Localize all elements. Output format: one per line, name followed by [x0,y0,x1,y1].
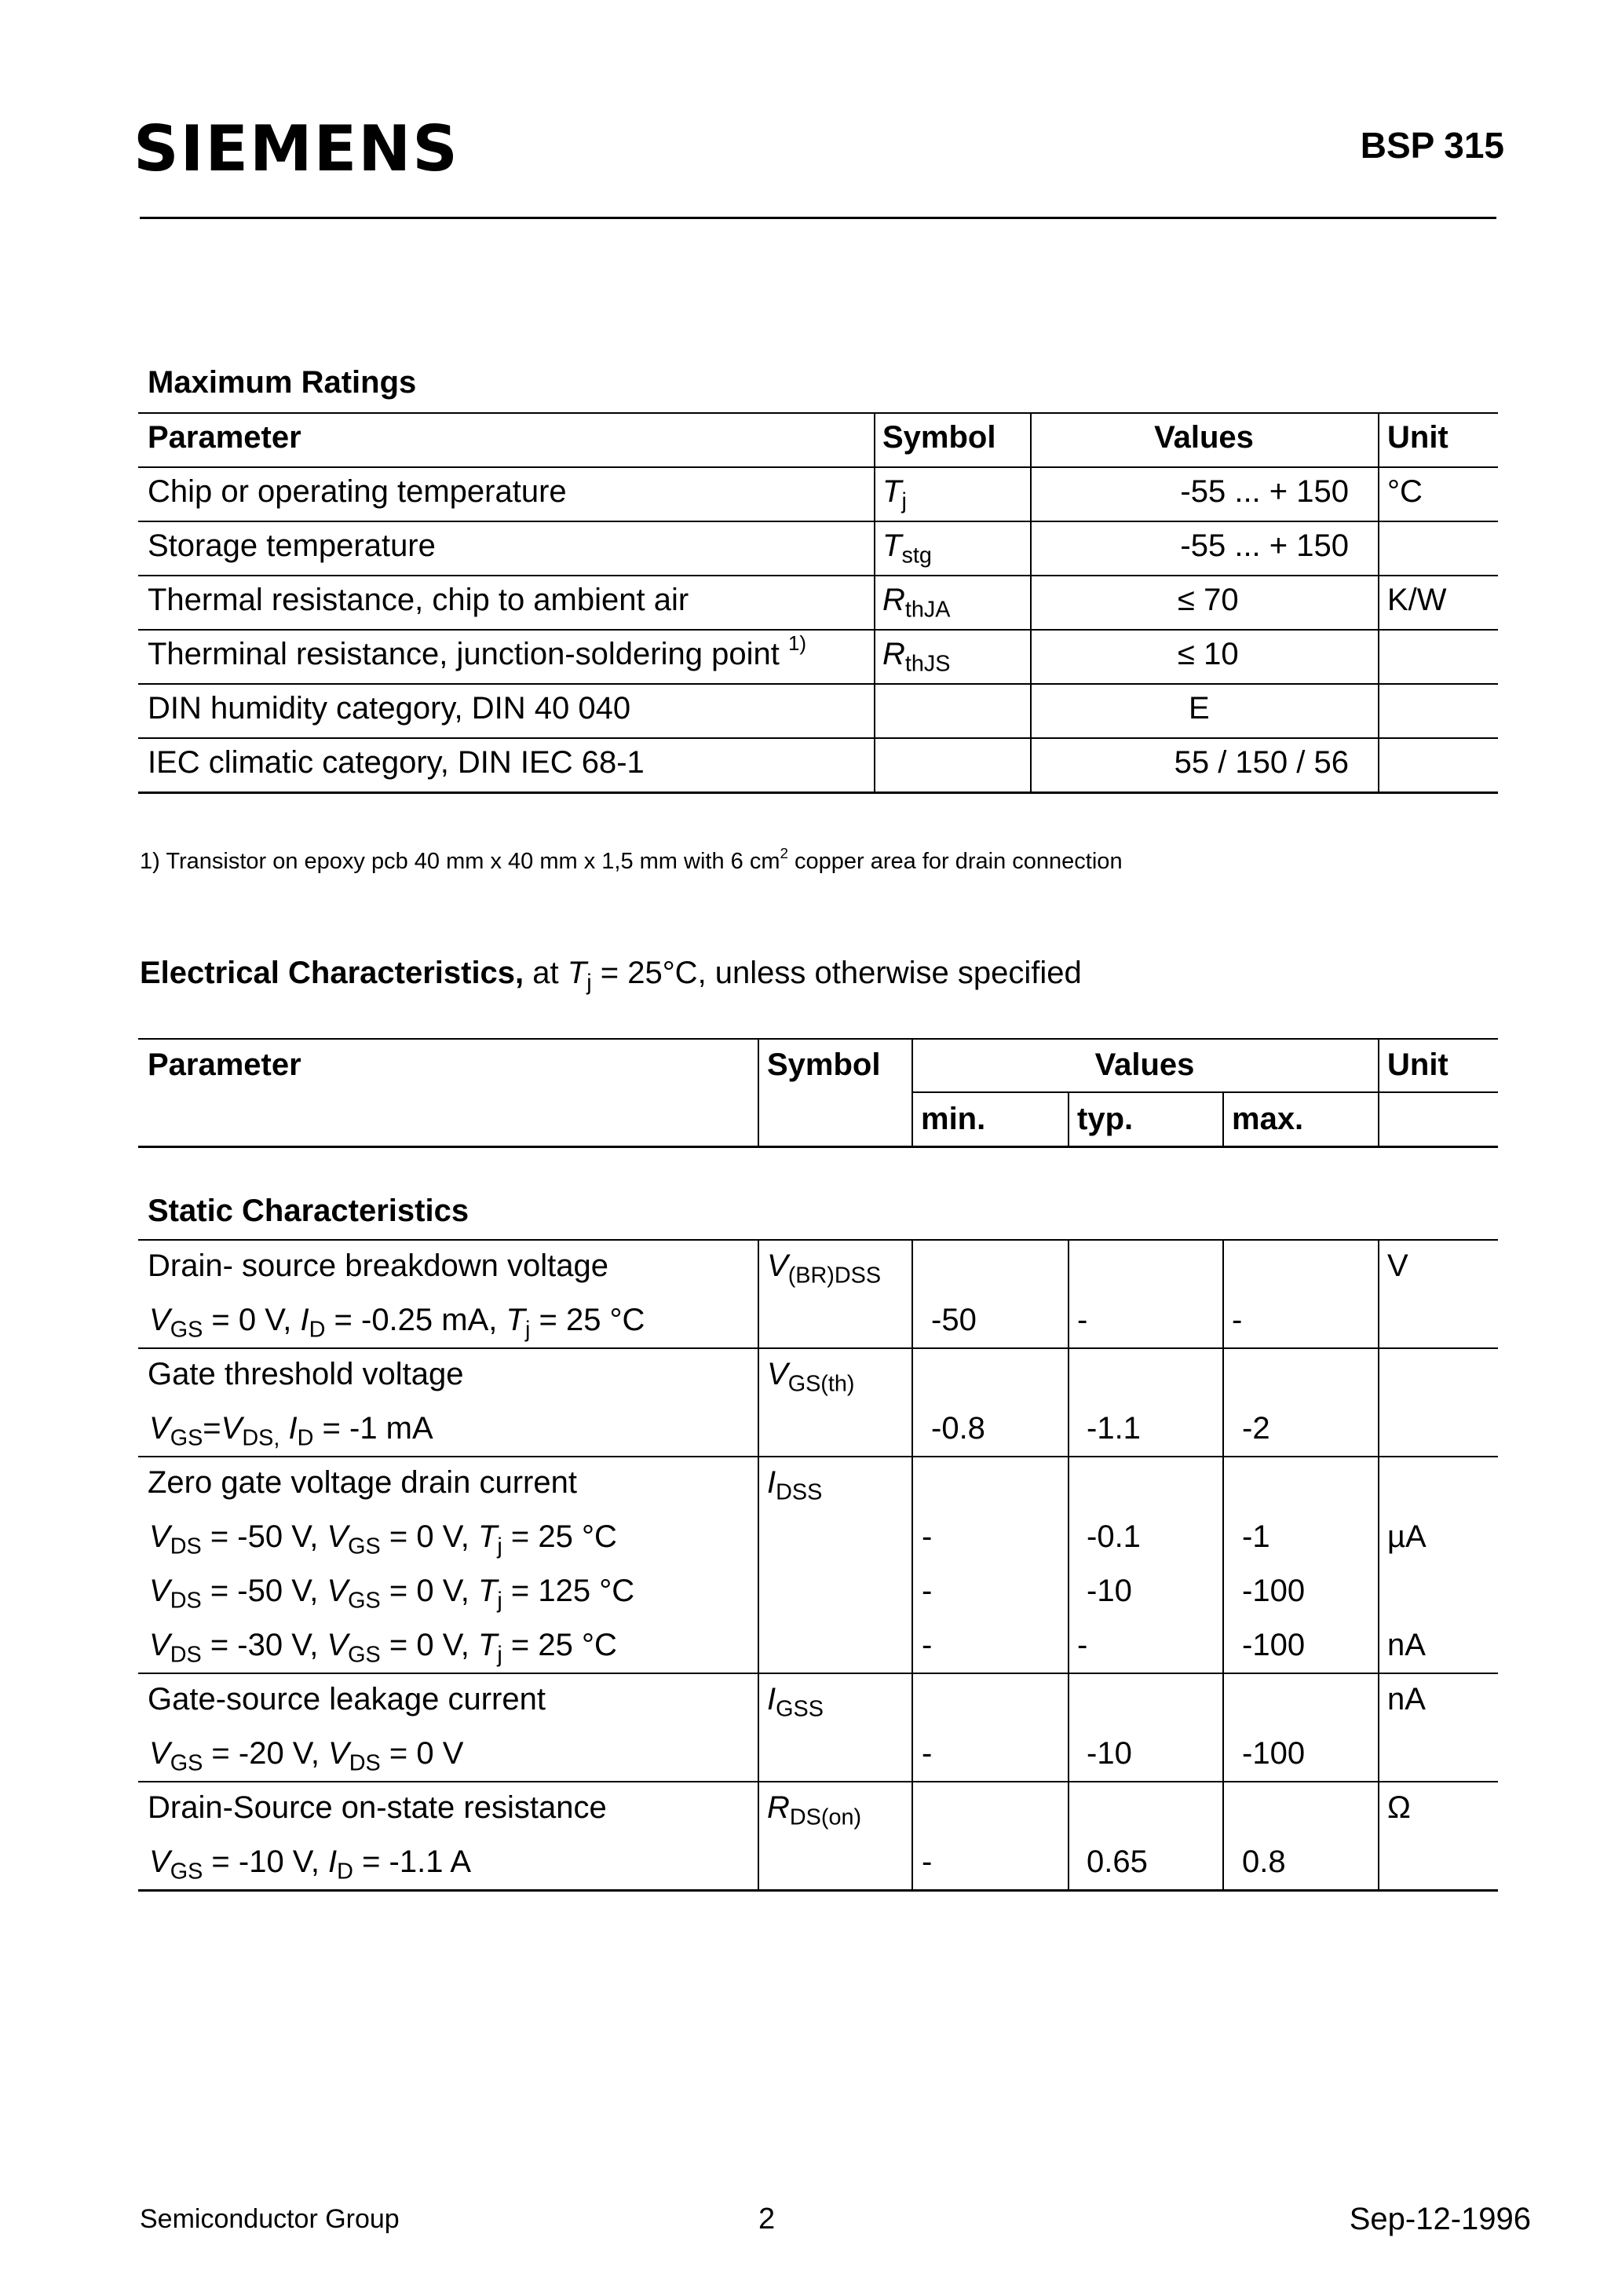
column-divider [758,1239,759,1889]
table-rule [138,466,1498,468]
column-header-max: max. [1232,1102,1304,1136]
rating-value: ≤ 10 [1178,637,1239,671]
char-symbol: $V_{(BR)DSS}$ [767,1249,882,1289]
column-divider [1030,412,1032,792]
table-rule [138,1781,1498,1782]
rating-value: ≤ 70 [1178,583,1239,617]
table-rule [138,683,1498,685]
header-rule [140,217,1496,219]
rating-symbol: $T_{stg}$ [882,528,932,569]
table-rule [138,575,1498,576]
char-max: -100 [1242,1574,1306,1608]
char-condition: $V_{DS} = -50$ V, $V_{GS} = 0$ V, $T_j = 125$ °C [149,1574,635,1614]
char-min: - [922,1628,933,1662]
table-rule [138,1239,1498,1241]
column-divider [1378,1038,1379,1146]
char-parameter: Gate-source leakage current [148,1682,546,1717]
table-rule [138,1456,1498,1457]
rating-value: E [1189,691,1210,726]
char-typ: -0.1 [1087,1519,1141,1554]
table-rule [138,1038,1498,1040]
char-unit: V [1387,1249,1408,1283]
rating-parameter: Thermal resistance, chip to ambient air [148,583,689,617]
footer-group: Semiconductor Group [140,2204,400,2234]
char-min: - [922,1519,933,1554]
column-header-values: Values [1154,420,1254,455]
column-divider [1068,1091,1069,1146]
char-parameter: Drain-Source on-state resistance [148,1790,607,1825]
char-max: 0.8 [1242,1844,1286,1879]
char-symbol: $R_{DS(on)}$ [767,1790,862,1830]
char-unit: µA [1387,1519,1427,1554]
column-divider [758,1038,759,1146]
column-header-typ: typ. [1077,1102,1134,1136]
table-rule [138,1146,1498,1148]
char-max: -1 [1242,1519,1270,1554]
char-max: - [1232,1303,1243,1337]
char-typ: - [1077,1628,1088,1662]
char-condition: $V_{DS} = -50$ V, $V_{GS} = 0$ V, $T_j = 25$ °C [149,1519,617,1559]
rating-parameter: DIN humidity category, DIN 40 040 [148,691,631,726]
char-condition: $V_{DS} = -30$ V, $V_{GS} = 0$ V, $T_j = 25$ °C [149,1628,617,1668]
static-characteristics-title: Static Characteristics [148,1194,469,1228]
column-divider [874,412,875,792]
char-min: - [922,1574,933,1608]
rating-unit: °C [1387,474,1423,509]
char-max: -100 [1242,1628,1306,1662]
char-typ: -10 [1087,1574,1132,1608]
rating-value: -55 ... + 150 [1180,528,1349,563]
table-rule [138,737,1498,739]
rating-symbol: $T_j$ [882,474,907,514]
max-ratings-title: Maximum Ratings [148,365,417,400]
rating-parameter: Therminal resistance, junction-soldering point $^{1)}$ [148,631,807,671]
column-header-values: Values [1094,1047,1195,1082]
table-rule [138,1347,1498,1349]
table-rule [138,521,1498,522]
rating-unit: K/W [1387,583,1447,617]
column-header-parameter: Parameter [148,1047,301,1082]
column-header-symbol: Symbol [767,1047,881,1082]
table-rule [138,412,1498,414]
siemens-logo: SIEMENS [133,112,459,185]
rating-value: 55 / 150 / 56 [1174,745,1349,780]
part-number: BSP 315 [1360,125,1504,166]
char-typ: -10 [1087,1736,1132,1771]
column-header-min: min. [921,1102,986,1136]
column-divider [911,1239,913,1889]
char-condition: $V_{GS}=V_{DS,}$ $I_D = -1$ mA [149,1411,433,1451]
char-min: - [922,1736,933,1771]
page-number: 2 [758,2203,776,2236]
column-header-symbol: Symbol [882,420,996,455]
table-rule [138,629,1498,631]
footnote: 1) Transistor on epoxy pcb 40 mm x 40 mm x 1,5 mm with 6 $cm^2$ copper area for drain connection [140,844,1123,874]
electrical-title: Electrical Characteristics, at $T_j = 25^\circ C$, unless otherwise specified [140,956,1082,996]
column-divider [1222,1091,1224,1146]
column-divider [1068,1239,1069,1889]
char-unit: Ω [1387,1790,1411,1825]
column-divider [1378,412,1379,792]
column-divider [1222,1239,1224,1889]
char-condition: $V_{GS} = -20$ V, $V_{DS} = 0$ V [149,1736,464,1776]
rating-symbol: $R_{thJS}$ [882,637,951,677]
char-unit: nA [1387,1628,1426,1662]
char-unit: nA [1387,1682,1426,1717]
table-rule [911,1091,1498,1093]
rating-parameter: Storage temperature [148,528,436,563]
char-min: -0.8 [931,1411,985,1446]
column-header-unit: Unit [1387,1047,1448,1082]
char-parameter: Drain- source breakdown voltage [148,1249,608,1283]
char-symbol: $I_{DSS}$ [767,1465,823,1505]
table-rule [138,1673,1498,1674]
char-min: - [922,1844,933,1879]
table-rule [138,792,1498,794]
rating-parameter: IEC climatic category, DIN IEC 68-1 [148,745,645,780]
char-condition: $V_{GS} = 0$ V, $I_D = -0.25$ mA, $T_j = 25$ °C [149,1303,645,1343]
column-header-parameter: Parameter [148,420,301,455]
char-symbol: $V_{GS(th)}$ [767,1357,855,1397]
table-rule [138,1889,1498,1892]
char-typ: 0.65 [1087,1844,1148,1879]
char-min: -50 [931,1303,977,1337]
column-header-unit: Unit [1387,420,1448,455]
rating-parameter: Chip or operating temperature [148,474,567,509]
char-parameter: Gate threshold voltage [148,1357,464,1391]
char-parameter: Zero gate voltage drain current [148,1465,577,1500]
rating-symbol: $R_{thJA}$ [882,583,951,623]
rating-value: -55 ... + 150 [1180,474,1349,509]
char-symbol: $I_{GSS}$ [767,1682,824,1722]
char-typ: - [1077,1303,1088,1337]
char-max: -2 [1242,1411,1270,1446]
char-max: -100 [1242,1736,1306,1771]
footer-date: Sep-12-1996 [1349,2202,1531,2236]
char-condition: $V_{GS} = -10$ V, $I_D = -1.1$ A [149,1844,472,1885]
column-divider [1378,1239,1379,1889]
char-typ: -1.1 [1087,1411,1141,1446]
